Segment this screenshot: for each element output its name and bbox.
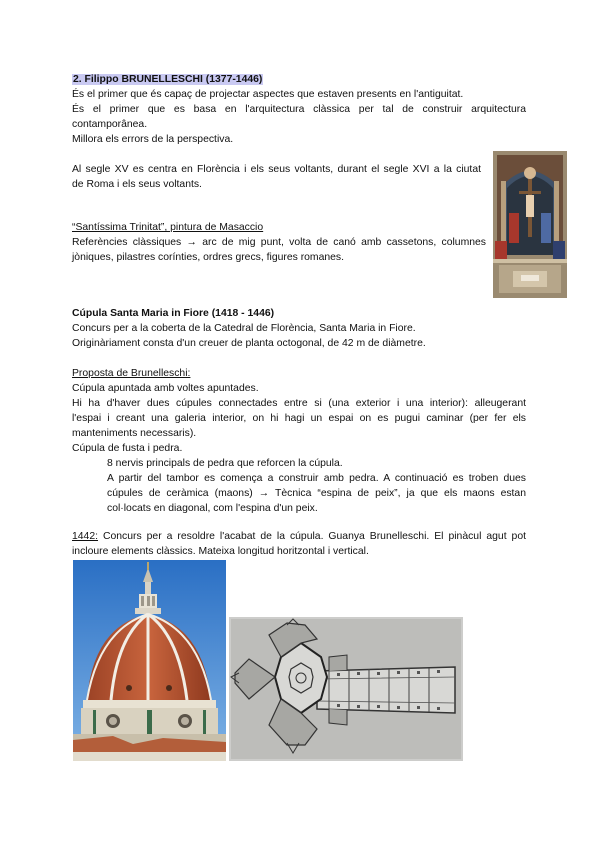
proposal-title: Proposta de Brunelleschi: <box>72 368 191 379</box>
intro-line-1: És el primer que és capaç de projectar aspectes que estaven presents en l'antiguitat. <box>72 89 464 100</box>
dome-line-2: Originàriament consta d'un creuer de planta octogonal, de 42 m de diàmetre. <box>72 338 426 349</box>
contest-year: 1442: <box>72 531 99 542</box>
dome-line-1: Concurs per a la coberta de la Catedral de Florència, Santa Maria in Fiore. <box>72 323 416 334</box>
floor-plan-image <box>229 617 463 761</box>
proposal-sub-2a: A partir del tambor es comença a construir amb pedra. A continuació es troben dues <box>107 473 526 484</box>
intro-line-2b: contamporânea. <box>72 119 148 130</box>
contest-text-1: Concurs per a resoldre l'acabat de la cúpula. Guanya Brunelleschi. El pinàcul agut pot <box>98 531 526 542</box>
trinity-line-1: Referències clàssiques → arc de mig punt, volta de canó amb cassetons, columnes <box>72 237 486 248</box>
trinity-title: “Santíssima Trinitat”, pintura de Masaccio <box>72 222 264 233</box>
proposal-line-1: Cúpula apuntada amb voltes apuntades. <box>72 383 259 394</box>
proposal-line-2a: Hi ha d'haver dues cúpules connectades entre si (una exterior i una interior): alleugerant <box>72 398 526 409</box>
trinity-painting-image <box>493 151 567 298</box>
proposal-title-line <box>72 366 526 381</box>
proposal-sub-2b: cúpules de ceràmica (maons) → Tècnica “espina de peix”, ja que els maons estan <box>107 488 526 499</box>
intro-line-2a: És el primer que es basa en l'arquitectura clàssica per tal de construir arquitectura <box>72 104 526 115</box>
section-title: 2. Filippo BRUNELLESCHI (1377-1446) <box>73 74 263 85</box>
dome-title: Cúpula Santa Maria in Fiore (1418 - 1446) <box>72 308 275 319</box>
trinity-title-line <box>72 220 526 235</box>
context-line-1: Al segle XV es centra en Florència i els seus voltants, durant el segle XVI a la ciutat <box>72 164 481 175</box>
proposal-sub-1: 8 nervis principals de pedra que reforcen la cúpula. <box>107 458 343 469</box>
section-title-line <box>72 72 526 87</box>
intro-line-3: Millora els errors de la perspectiva. <box>72 134 234 145</box>
proposal-sub-2c: col·locats en diagonal, com l'espina d'un peix. <box>107 503 318 514</box>
dome-photo-image <box>73 560 226 761</box>
context-line-2: de Roma i els seus voltants. <box>72 179 202 190</box>
proposal-line-2b: l'espai i creant una galeria interior, on hi hagi un espai on es pugui caminar (per fer els <box>72 413 526 424</box>
proposal-line-2c: manteniments necessaris). <box>72 428 197 439</box>
trinity-line-2: jòniques, pilastres corínties, ordres grecs, figures romanes. <box>72 252 345 263</box>
contest-line-2: incloure elements clàssics. Mateixa longitud horitzontal i vertical. <box>72 546 369 557</box>
proposal-line-3: Cúpula de fusta i pedra. <box>72 443 183 454</box>
contest-line-1 <box>72 529 526 544</box>
